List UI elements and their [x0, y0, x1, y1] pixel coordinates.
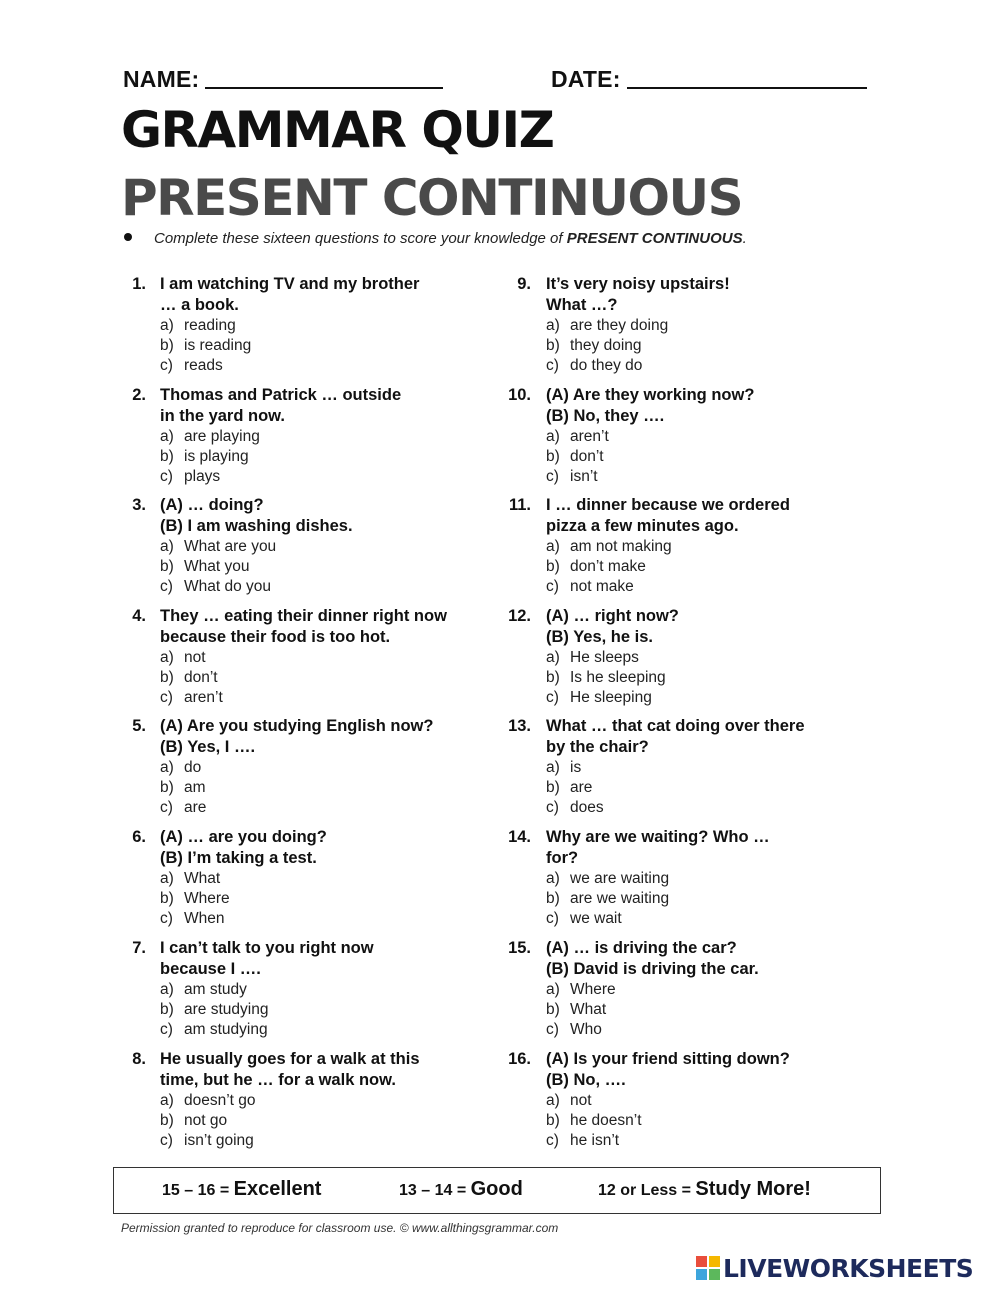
- question-body: [546, 495, 886, 597]
- page-title: GRAMMAR QUIZ: [121, 101, 554, 159]
- question-stem-line: (B) Yes, I ….: [160, 738, 256, 756]
- logo-block: [709, 1256, 720, 1267]
- option-letter: a): [160, 649, 174, 666]
- question-body: [160, 606, 500, 708]
- question-body: [160, 1049, 500, 1151]
- name-label: NAME:: [123, 66, 200, 92]
- logo-block: [709, 1269, 720, 1280]
- question-body: [546, 385, 886, 487]
- logo-block: [696, 1269, 707, 1280]
- option-letter: c): [546, 468, 559, 485]
- option-text: What you: [184, 558, 250, 575]
- question-number: 1.: [132, 275, 146, 293]
- option-text: they doing: [570, 337, 642, 354]
- option-text: don’t: [184, 669, 218, 686]
- option-letter: b): [160, 1001, 174, 1018]
- question-body: [546, 827, 886, 929]
- question-body: [160, 385, 500, 487]
- question-stem-line: … a book.: [160, 296, 239, 314]
- answer-option[interactable]: [160, 356, 500, 376]
- option-text: are: [570, 779, 593, 796]
- answer-option[interactable]: [160, 648, 500, 668]
- question-body: [160, 716, 500, 818]
- option-letter: b): [160, 779, 174, 796]
- question-body: [546, 938, 886, 1040]
- option-text: is playing: [184, 448, 249, 465]
- answer-option[interactable]: [160, 909, 500, 929]
- question-body: [160, 495, 500, 597]
- answer-option[interactable]: [546, 869, 886, 889]
- question-stem-line: (A) Are they working now?: [546, 386, 755, 404]
- option-letter: b): [160, 890, 174, 907]
- question-stem-line: They … eating their dinner right now: [160, 607, 447, 625]
- answer-option[interactable]: [546, 557, 886, 577]
- answer-option[interactable]: [546, 648, 886, 668]
- score-range: 12 or Less =: [598, 1182, 691, 1199]
- option-letter: a): [546, 428, 560, 445]
- question-number: 9.: [517, 275, 531, 293]
- option-letter: b): [546, 890, 560, 907]
- answer-option[interactable]: [160, 447, 500, 467]
- date-field[interactable]: [551, 66, 867, 93]
- question-number: 11.: [508, 496, 531, 514]
- answer-option[interactable]: [160, 537, 500, 557]
- option-text: aren’t: [570, 428, 609, 445]
- answer-option[interactable]: [160, 980, 500, 1000]
- question-body: [160, 274, 500, 376]
- option-letter: a): [160, 759, 174, 776]
- question-stem-line: (A) … is driving the car?: [546, 939, 737, 957]
- option-text: are they doing: [570, 317, 669, 334]
- answer-option[interactable]: [160, 577, 500, 597]
- answer-option[interactable]: [160, 889, 500, 909]
- option-text: is: [570, 759, 582, 776]
- option-text: What do you: [184, 578, 272, 595]
- option-letter: a): [546, 759, 560, 776]
- answer-option[interactable]: [546, 668, 886, 688]
- option-text: he doesn’t: [570, 1112, 642, 1129]
- answer-option[interactable]: [160, 557, 500, 577]
- option-letter: c): [546, 689, 559, 706]
- answer-option[interactable]: [546, 980, 886, 1000]
- answer-option[interactable]: [160, 798, 500, 818]
- answer-option[interactable]: [160, 869, 500, 889]
- option-letter: b): [546, 669, 560, 686]
- answer-option[interactable]: [546, 778, 886, 798]
- option-letter: a): [160, 317, 174, 334]
- question-stem-line: (B) No, they ….: [546, 407, 665, 425]
- option-letter: c): [160, 468, 173, 485]
- option-text: don’t: [570, 448, 604, 465]
- option-text: He sleeps: [570, 649, 639, 666]
- option-text: Where: [184, 890, 230, 907]
- question-stem-line: I can’t talk to you right now: [160, 939, 374, 957]
- option-letter: a): [160, 538, 174, 555]
- question-body: [546, 716, 886, 818]
- permission-note: Permission granted to reproduce for classroom use. © www.allthingsgrammar.com: [121, 1221, 559, 1235]
- option-text: he isn’t: [570, 1132, 620, 1149]
- question-body: [160, 827, 500, 929]
- question-stem-line: (B) David is driving the car.: [546, 960, 759, 978]
- option-text: do they do: [570, 357, 643, 374]
- answer-option[interactable]: [160, 316, 500, 336]
- question-stem-line: in the yard now.: [160, 407, 285, 425]
- question-stem-line: Thomas and Patrick … outside: [160, 386, 402, 404]
- question-stem-line: He usually goes for a walk at this: [160, 1050, 420, 1068]
- option-text: isn’t going: [184, 1132, 254, 1149]
- question-stem-line: It’s very noisy upstairs!: [546, 275, 730, 293]
- page-subtitle: PRESENT CONTINUOUS: [121, 169, 743, 227]
- answer-option[interactable]: [546, 758, 886, 778]
- option-text: Where: [570, 981, 616, 998]
- option-text: What are you: [184, 538, 277, 555]
- answer-option[interactable]: [160, 668, 500, 688]
- option-letter: b): [160, 669, 174, 686]
- answer-option[interactable]: [546, 1091, 886, 1111]
- question-stem-line: What … that cat doing over there: [546, 717, 805, 735]
- option-text: we are waiting: [570, 870, 670, 887]
- logo-blocks-icon: [696, 1256, 720, 1280]
- answer-option[interactable]: [546, 537, 886, 557]
- answer-option[interactable]: [546, 909, 886, 929]
- answer-option[interactable]: [546, 447, 886, 467]
- intro-text: Complete these sixteen questions to score your knowledge of: [154, 230, 567, 247]
- option-text: are playing: [184, 428, 260, 445]
- option-letter: b): [546, 1001, 560, 1018]
- option-letter: b): [546, 337, 560, 354]
- option-text: Who: [570, 1021, 602, 1038]
- answer-option[interactable]: [160, 778, 500, 798]
- option-text: not: [184, 649, 206, 666]
- question-stem-line: (B) Yes, he is.: [546, 628, 653, 646]
- bullet-icon: [124, 233, 132, 241]
- option-letter: b): [546, 779, 560, 796]
- answer-option[interactable]: [160, 688, 500, 708]
- question-stem-line: time, but he … for a walk now.: [160, 1071, 396, 1089]
- option-letter: a): [546, 870, 560, 887]
- option-letter: c): [160, 578, 173, 595]
- answer-option[interactable]: [160, 1111, 500, 1131]
- answer-option[interactable]: [160, 1020, 500, 1040]
- question-number: 8.: [132, 1050, 146, 1068]
- option-letter: c): [546, 910, 559, 927]
- option-letter: a): [546, 317, 560, 334]
- question-number: 10.: [508, 386, 531, 404]
- option-letter: a): [546, 981, 560, 998]
- answer-option[interactable]: [160, 336, 500, 356]
- option-text: When: [184, 910, 225, 927]
- option-letter: c): [546, 578, 559, 595]
- question-number: 6.: [132, 828, 146, 846]
- question-stem-line: (A) … are you doing?: [160, 828, 327, 846]
- option-text: am not making: [570, 538, 672, 555]
- question-stem-line: because their food is too hot.: [160, 628, 391, 646]
- question-stem-line: (B) No, ….: [546, 1071, 626, 1089]
- option-letter: c): [546, 357, 559, 374]
- question-number: 15.: [508, 939, 531, 957]
- answer-option[interactable]: [546, 889, 886, 909]
- question-number: 13.: [508, 717, 531, 735]
- intro-topic: PRESENT CONTINUOUS: [566, 230, 743, 247]
- logo-text: LIVEWORKSHEETS: [723, 1254, 974, 1283]
- answer-option[interactable]: [546, 1111, 886, 1131]
- score-good: [399, 1178, 523, 1201]
- option-letter: c): [546, 799, 559, 816]
- question-stem-line: by the chair?: [546, 738, 649, 756]
- question-stem-line: (A) Is your friend sitting down?: [546, 1050, 790, 1068]
- option-text: am study: [184, 981, 247, 998]
- score-label: Excellent: [233, 1178, 322, 1200]
- option-text: are we waiting: [570, 890, 670, 907]
- answer-option[interactable]: [546, 427, 886, 447]
- score-excellent: [162, 1178, 321, 1201]
- option-letter: a): [160, 428, 174, 445]
- question-stem-line: Why are we waiting? Who …: [546, 828, 770, 846]
- option-text: is reading: [184, 337, 252, 354]
- answer-option[interactable]: [546, 688, 886, 708]
- option-letter: c): [160, 1021, 173, 1038]
- answer-option[interactable]: [546, 1131, 886, 1151]
- question-stem-line: What …?: [546, 296, 618, 314]
- question-number: 14.: [508, 828, 531, 846]
- question-stem-line: (B) I am washing dishes.: [160, 517, 353, 535]
- question-stem-line: (A) Are you studying English now?: [160, 717, 434, 735]
- option-text: He sleeping: [570, 689, 652, 706]
- option-letter: b): [160, 1112, 174, 1129]
- option-text: am: [184, 779, 206, 796]
- option-text: are studying: [184, 1001, 269, 1018]
- option-text: not make: [570, 578, 634, 595]
- option-text: reading: [184, 317, 236, 334]
- question-stem-line: (A) … doing?: [160, 496, 264, 514]
- answer-option[interactable]: [546, 316, 886, 336]
- option-letter: b): [546, 448, 560, 465]
- question-body: [546, 606, 886, 708]
- option-text: Is he sleeping: [570, 669, 666, 686]
- option-letter: b): [546, 1112, 560, 1129]
- option-text: we wait: [570, 910, 622, 927]
- answer-option[interactable]: [546, 1020, 886, 1040]
- question-stem-line: pizza a few minutes ago.: [546, 517, 739, 535]
- score-label: Study More!: [695, 1178, 811, 1200]
- option-letter: a): [160, 870, 174, 887]
- question-body: [546, 1049, 886, 1151]
- option-text: are: [184, 799, 207, 816]
- question-stem-line: because I ….: [160, 960, 261, 978]
- intro-suffix: .: [742, 230, 747, 247]
- question-number: 7.: [132, 939, 146, 957]
- question-stem-line: (A) … right now?: [546, 607, 679, 625]
- answer-option[interactable]: [160, 467, 500, 487]
- date-label: DATE:: [551, 66, 621, 92]
- question-number: 2.: [132, 386, 146, 404]
- option-letter: a): [546, 1092, 560, 1109]
- name-blank-line[interactable]: [205, 67, 443, 89]
- option-letter: c): [160, 910, 173, 927]
- option-letter: b): [546, 558, 560, 575]
- answer-option[interactable]: [546, 336, 886, 356]
- question-stem-line: (B) I’m taking a test.: [160, 849, 317, 867]
- option-text: don’t make: [570, 558, 646, 575]
- question-number: 5.: [132, 717, 146, 735]
- option-letter: b): [160, 558, 174, 575]
- date-blank-line[interactable]: [627, 67, 867, 89]
- question-stem-line: for?: [546, 849, 579, 867]
- score-study-more: [598, 1178, 811, 1201]
- option-text: not go: [184, 1112, 228, 1129]
- option-text: What: [184, 870, 221, 887]
- question-stem-line: I … dinner because we ordered: [546, 496, 790, 514]
- answer-option[interactable]: [160, 427, 500, 447]
- option-text: What: [570, 1001, 607, 1018]
- option-letter: a): [546, 649, 560, 666]
- question-number: 16.: [508, 1050, 531, 1068]
- question-stem-line: I am watching TV and my brother: [160, 275, 420, 293]
- option-text: do: [184, 759, 202, 776]
- logo-block: [696, 1256, 707, 1267]
- option-text: doesn’t go: [184, 1092, 256, 1109]
- option-letter: b): [160, 448, 174, 465]
- answer-option[interactable]: [546, 356, 886, 376]
- answer-option[interactable]: [546, 577, 886, 597]
- answer-option[interactable]: [546, 467, 886, 487]
- answer-option[interactable]: [160, 1131, 500, 1151]
- option-letter: c): [546, 1021, 559, 1038]
- option-text: not: [570, 1092, 592, 1109]
- answer-option[interactable]: [160, 1000, 500, 1020]
- option-text: reads: [184, 357, 223, 374]
- question-body: [546, 274, 886, 376]
- question-body: [160, 938, 500, 1040]
- option-text: does: [570, 799, 604, 816]
- score-label: Good: [470, 1178, 523, 1200]
- option-letter: c): [160, 799, 173, 816]
- answer-option[interactable]: [546, 1000, 886, 1020]
- question-number: 3.: [132, 496, 146, 514]
- question-number: 12.: [508, 607, 531, 625]
- option-letter: a): [160, 1092, 174, 1109]
- option-text: aren’t: [184, 689, 223, 706]
- option-text: am studying: [184, 1021, 268, 1038]
- answer-option[interactable]: [160, 1091, 500, 1111]
- answer-option[interactable]: [546, 798, 886, 818]
- score-range: 15 – 16 =: [162, 1182, 230, 1199]
- score-range: 13 – 14 =: [399, 1182, 467, 1199]
- option-text: isn’t: [570, 468, 598, 485]
- option-letter: c): [160, 689, 173, 706]
- option-letter: c): [546, 1132, 559, 1149]
- option-letter: b): [160, 337, 174, 354]
- option-letter: a): [160, 981, 174, 998]
- name-field[interactable]: [123, 66, 443, 93]
- option-letter: a): [546, 538, 560, 555]
- answer-option[interactable]: [160, 758, 500, 778]
- option-letter: c): [160, 1132, 173, 1149]
- option-text: plays: [184, 468, 221, 485]
- option-letter: c): [160, 357, 173, 374]
- question-number: 4.: [132, 607, 146, 625]
- intro-line: [124, 230, 747, 247]
